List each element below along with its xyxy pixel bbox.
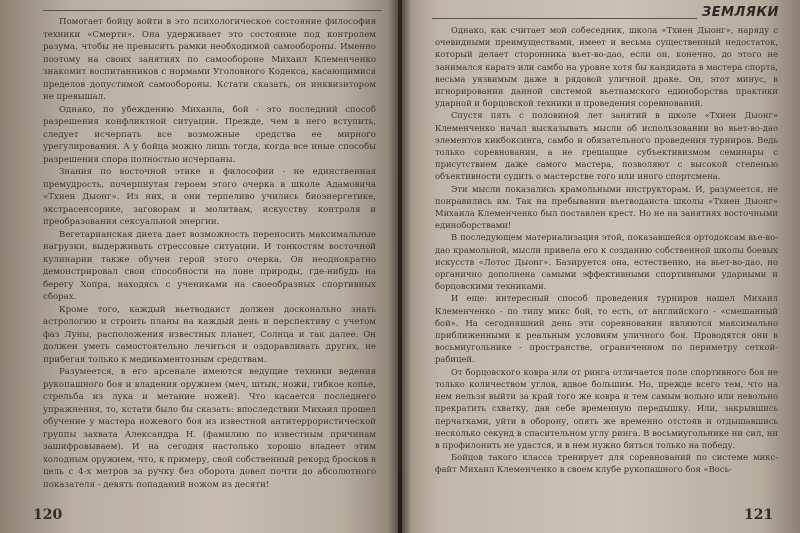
paragraph: Однако, как считает мой собеседник, школа «Тхиен Дыонг», наряду с очевидными преимуществами, имеет и весьма существенный недостаток, который делает сторонника вьет-во-дао, если он, конечно, до этого не занимался каратэ или самбо на уровне хотя бы кандидата в мастера спорта, весьма уязвимым даже в рядовой уличной драке. Он, этот минус, в игнорировании данной системой вьетнамского единоборства практики ударной и борцовской техники и проведения соревнований. <box>435 25 778 109</box>
paragraph: И еще: интересный способ проведения турниров нашел Михаил Клеменченко - по типу микс бой, то есть, от английского - «смешанный бой». На сегодняшний день эти соревнования являются максимально приближенными к реальным условиям уличного боя. Проводятся они в восьмиугольнике - пространстве, ограниченном по периметру сеткой-рабицей. <box>435 293 778 365</box>
paragraph: Вегетарианская диета дает возможность переносить максимальные нагрузки, выдерживать стрессовые ситуации. И тонкостям восточной кулинарии также обучен герой этого очерка. Он неоднократно демонстрировал свои способности на лоне природы, где-нибудь на берегу Хопра, находясь с учениками на своеобразных спортивных сборах. <box>43 229 376 302</box>
paragraph: Знания по восточной этике и философии - не единственная премудрость, почерпнутая героем этого очерка в школе Адамовича «Тхиен Дыонг». Из них, и они терпеливо учились биоэнергетике, экстрасенсорике, заговорам и молитвам, искусству контроля и преобразования сексуальной энергии. <box>43 167 376 227</box>
right-page-text <box>435 24 778 476</box>
left-page <box>0 0 398 533</box>
paragraph: Бойцов такого класса тренирует для соревнований по системе микс-файт Михаил Клеменченко в своем клубе рукопашного боя «Вось- <box>435 452 778 475</box>
page-number: 120 <box>33 507 63 523</box>
paragraph: Спустя пять с половиной лет занятий в школе «Тхиен Дыонг» Клеменченко начал высказывать мысли об использовании во вьет-во-дао элементов кикбоксинга, самбо и обязательного проведения турниров. Ведь только соревнования, а не грешащие субъективизмом семинары с присутствием даже самого мастера, позволяют с высокой степенью объективности судить о мастерстве того или иного спортсмена. <box>435 110 778 182</box>
paragraph: Помогает бойцу войти в это психологическое состояние философия техники «Смерти». Она удерживает это состояние под контролем разума, чтобы не превысить рамки необходимой самообороны. Именно поэтому на своих занятиях по самообороне Михаил Клеменченко знакомит воспитанников с нормами Уголовного Кодекса, касающимися пределов допустимой самообороны. Кстати сказать, он инквизитором не превышал. <box>43 17 376 102</box>
paragraph: От борцовского ковра или от ринга отличается поле спортивного боя не только количеством углов, вдвое большим. Но, прежде всего тем, что на нем нельзя выйти за край того же ковра и тем самым вольно или невольно прекратить схватку, дав себе временную передышку. Или, закрывшись перчатками, уйти в оборону, опять же временно отстояв и отдышавшись несколько секунд в спасительном углу ринга. В восьмиугольнике ни сил, ни в профилонить не удастся, и в нем нужно биться только на победу. <box>435 366 778 450</box>
page-number: 121 <box>744 507 774 523</box>
header-rule <box>432 18 697 19</box>
paragraph: Однако, по убеждению Михаила, бой - это последний способ разрешения конфликтной ситуации. Прежде, чем в него вступить, следует исчерпать все возможные средства ее мирного урегулирования. А у бойца можно лишь тогда, когда все иные способы разрешения спора полностью исчерпаны. <box>43 104 376 165</box>
paragraph: В последующем материализация этой, показавшейся ортодоксам вье-во-дао крамольной, мысли привела его к созданию собственной школы боевых искусств «Лотос Дыонг». Базируется она, естественно, на вьет-во-дао, но органично дополнена самыми эффективными спортивными ударными и борцовскими техниками. <box>435 232 778 292</box>
right-page <box>402 0 800 533</box>
running-head: ЗЕМЛЯКИ <box>702 5 779 20</box>
paragraph: Разумеется, в его арсенале имеются ведущие техники ведения рукопашного боя и владения оружием (меч, штык, ножи, гибкое копье, стрельба из лука и метание ножей). Что касается последнего упражнения, то, кстати было бы сказать: впоследствии Михаил прошел обучение у мастера ножевого боя из известной антитеррористической группы захвата Александра Н. (фамилию по известным причинам зашифровываем). И на сегодня настолько хорошо владеет этим холодным оружием, что, к примеру, свой собственный рекорд бросков в цель с 4-х метров за ручку без оборота довел почти до абсолютного показателя - девять попаданий ножом из десяти! <box>43 367 376 490</box>
left-page-text <box>43 16 376 491</box>
header-rule <box>43 10 382 11</box>
paragraph: Эти мысли показались крамольными инструкторам. И, разумеется, не понравились им. Так на пребывании вьетводаиста школы «Тхиен Дыонг» Михаила Клеменченко был поставлен крест. Но не на занятиях восточными единоборствами! <box>435 183 778 231</box>
paragraph: Кроме того, каждый вьетводаист должен досконально знать астрологию и строить планы на каждый день и перспективу с учетом фаз Луны, расположения известных планет, Солнца и так далее. Он должен уметь самостоятельно лечиться и оздоравливать других, не прибегая только к медикаментозным средствам. <box>43 304 376 365</box>
